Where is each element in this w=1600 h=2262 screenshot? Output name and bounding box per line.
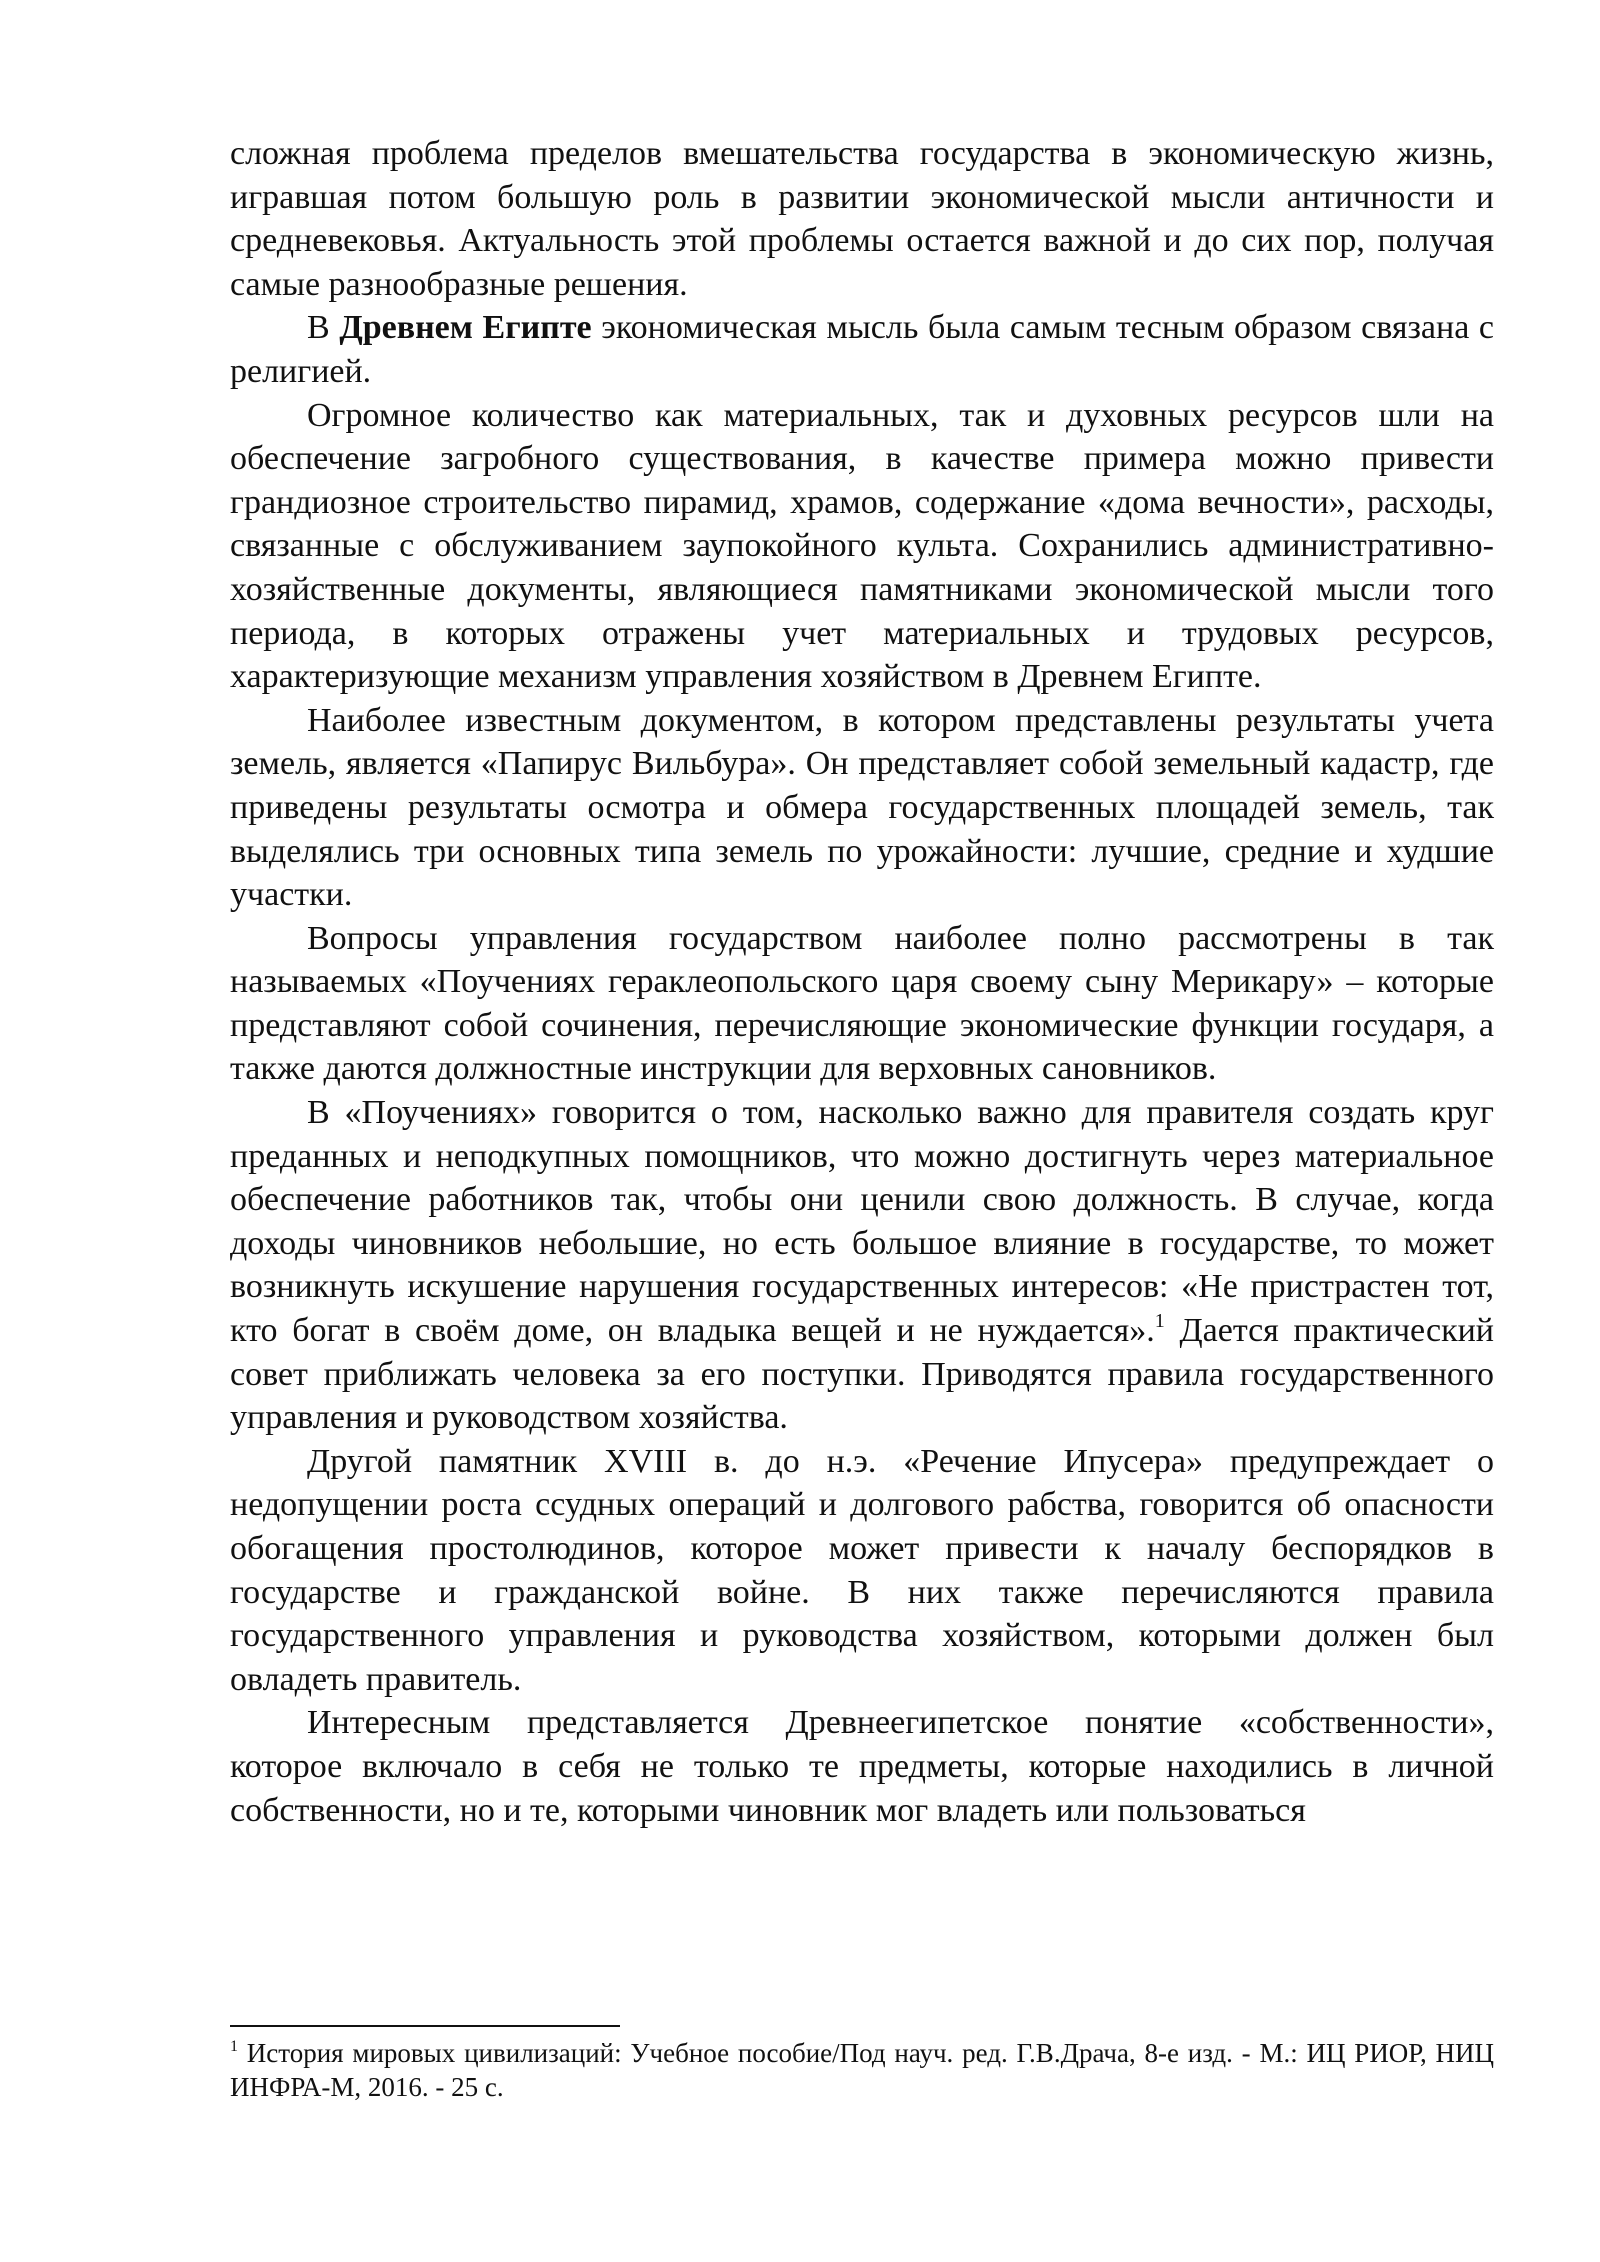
footnote-number: 1 [230, 2038, 238, 2055]
bold-term-ancient-egypt: Древнем Египте [339, 309, 592, 347]
paragraph-2-lead: В [307, 309, 340, 347]
footnote-separator [230, 2025, 620, 2027]
paragraph-5: Вопросы управления государством наиболее полно рассмотрены в так называемых «Поучениях гераклеопольского царя своему сыну Мерикару» – которые представляют собой сочинения, перечисляющие экономические функции государя, а также даются должностные инструкции для верховных сановников. [230, 919, 1494, 1088]
paragraph-8: Интересным представляется Древнеегипетское понятие «собственности», которое включало в себя не только те предметы, которые находились в личной собственности, но и те, которыми чиновник мог владеть или пользоваться [230, 1704, 1494, 1829]
footnote [230, 2036, 1494, 2104]
footnote-text: История мировых цивилизаций: Учебное пособие/Под науч. ред. Г.В.Драча, 8-е изд. - М.: ИЦ РИОР, НИЦ ИНФРА-М, 2016. - 25 с. [230, 2038, 1494, 2102]
paragraph-1: сложная проблема пределов вмешательства государства в экономическую жизнь, игравшая потом большую роль в развитии экономической мысли античности и средневековья. Актуальность этой проблемы остается важной и до сих пор, получая самые разнообразные решения. [230, 135, 1494, 303]
paragraph-6-rest: Дается практический совет приближать человека за его поступки. Приводятся правила государственного управления и руководством хозяйства. [230, 1312, 1494, 1437]
paragraph-4: Наиболее известным документом, в котором представлены результаты учета земель, является «Папирус Вильбура». Он представляет собой земельный кадастр, где приведены результаты осмотра и обмера государственных площадей земель, так выделялись три основных типа земель по урожайности: лучшие, средние и худшие участки. [230, 701, 1494, 914]
footnote-reference: 1 [1154, 1310, 1165, 1333]
paragraph-6-lead: В «Поучениях» говорится о том, насколько важно для правителя создать круг преданных и неподкупных помощников, что можно достигнуть через материальное обеспечение работников так, чтобы они ценили свою должность. В случае, когда доходы чиновников небольшие, но есть большое влияние в государстве, то может возникнуть искушение нарушения государственных интересов: «Не пристрастен тот, кто богат в своём доме, он владыка вещей и не нуждается». [230, 1094, 1494, 1350]
paragraph-3: Огромное количество как материальных, так и духовных ресурсов шли на обеспечение загробного существования, в качестве примера можно привести грандиозное строительство пирамид, храмов, содержание «дома вечности», расходы, связанные с обслуживанием заупокойного культа. Сохранились административно-хозяйственные документы, являющиеся памятниками экономической мысли того периода, в которых отражены учет материальных и трудовых ресурсов, характеризующие механизм управления хозяйством в Древнем Египте. [230, 396, 1494, 696]
body-text [230, 132, 1494, 1832]
paragraph-2-rest: экономическая мысль была самым тесным образом связана с религией. [230, 309, 1495, 390]
paragraph-2 [230, 306, 1494, 393]
paragraph-6 [230, 1091, 1494, 1440]
paragraph-7: Другой памятник XVIII в. до н.э. «Речение Ипусера» предупреждает о недопущении роста ссудных операций и долгового рабства, говорится об опасности обогащения простолюдинов, которое может привести к началу беспорядков в государстве и гражданской войне. В них также перечисляются правила государственного управления и руководства хозяйством, которыми должен был овладеть правитель. [230, 1442, 1494, 1698]
